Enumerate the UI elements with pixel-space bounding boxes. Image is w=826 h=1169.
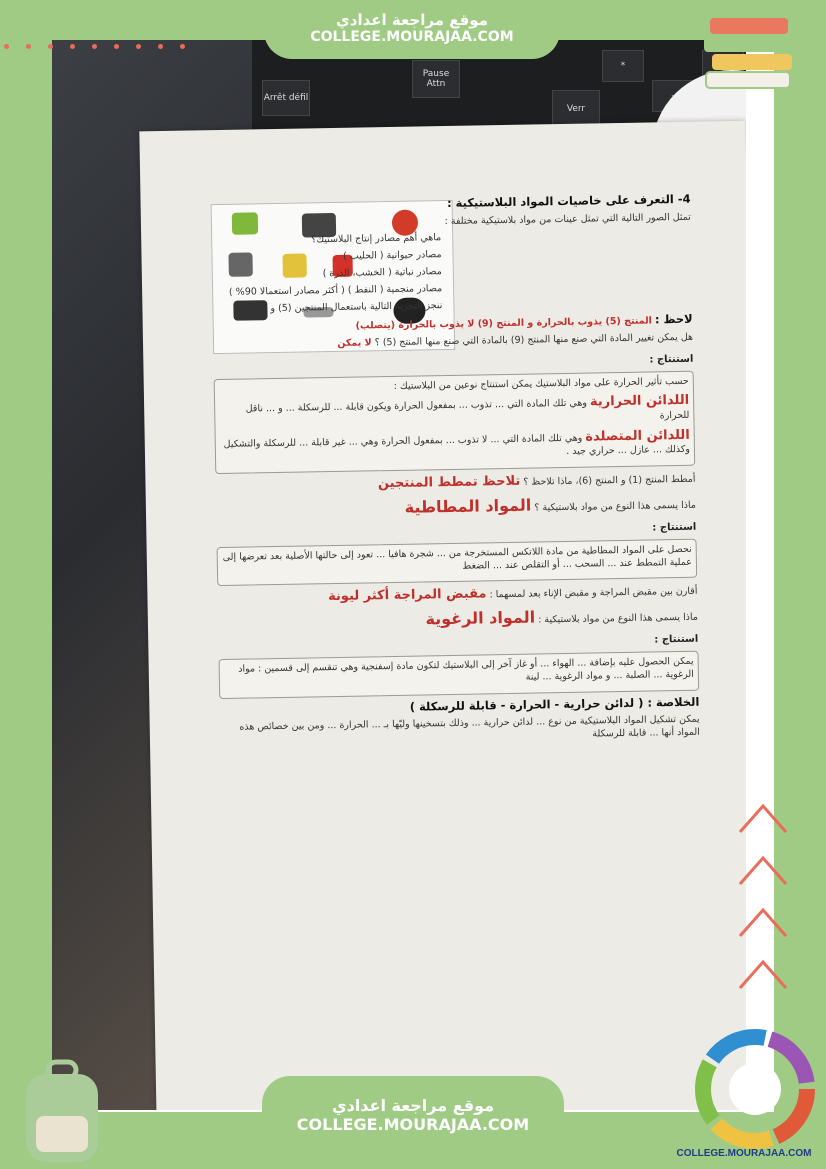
question-7: ماذا يسمى هذا النوع من مواد بلاستيكية :	[538, 611, 698, 626]
answer-7: المواد الرغوية	[425, 607, 536, 629]
keyboard-key: Arrêt défil	[262, 80, 310, 116]
footer-title: موقع مراجعة اعدادي	[331, 1096, 495, 1115]
conclusion-2-box	[217, 538, 698, 586]
question-5: ماذا يسمى هذا النوع من مواد بلاستيكية ؟	[534, 499, 697, 514]
footer-url[interactable]: COLLEGE.MOURAJAA.COM	[296, 1115, 530, 1134]
question-2: ننجز التجربة التالية باستعمال المنتجين (5) و (9) :	[247, 299, 443, 315]
conclusion-3-box	[219, 651, 700, 699]
decor-dots	[0, 44, 200, 52]
question-6: أقارن بين مقبض المراجة و مقبض الإناء بعد لمسهما :	[489, 586, 698, 601]
question-1: ماهي أهم مصادر إنتاج البلاستيك؟	[311, 232, 442, 246]
keyboard-key: Pause Attn	[412, 60, 460, 98]
header-banner	[264, 3, 560, 59]
chevron-up-icon	[736, 792, 790, 846]
footer-banner	[262, 1076, 564, 1156]
keyboard-key: Verr	[552, 90, 600, 128]
conclusion-1-text: حسب تأثير الحرارة على مواد البلاستيك يمكن استنتاج نوعين من البلاستيك :	[393, 375, 689, 392]
chevron-up-icon	[736, 948, 790, 1002]
sources-block	[211, 232, 442, 316]
answer-6: مقبض المراجة أكثر ليونة	[327, 586, 487, 605]
conclusion-2-label: استنتاج :	[652, 521, 697, 534]
conclusion-2-text: نحصل على المواد المطاطية من مادة اللاتكس المستخرجة من ... شجرة هافيا ... تعود إلى حالتها الأصلية بعد تعرضها إلى عملية التمطط عند ... السحب ... أو التقلص عند ... الضغط	[222, 543, 693, 572]
worksheet-photo	[52, 40, 746, 1110]
chevron-up-icon	[736, 844, 790, 898]
header-title: موقع مراجعة اعدادي	[336, 11, 488, 29]
books-icon	[700, 8, 800, 98]
header-url[interactable]: COLLEGE.MOURAJAA.COM	[310, 29, 514, 45]
conclusion-3-text: يمكن الحصول عليه بإضافة ... الهواء ... أو غاز آخر إلى البلاستيك لتكون مادة إسفنجية وهي تنقسم إلى قسمين : مواد الرغوية ... الصلبة ... و مواد الرغوية ... لينة	[238, 655, 694, 683]
summary-text: يمكن تشكيل المواد البلاستيكية من نوع ... لدائن حرارية ... وذلك بتسخينها وليّها بـ ... الحرارة ... ومن بين خصائص هذه المواد أنها ... قابلة للرسكلة	[239, 713, 700, 740]
backpack-icon	[14, 1058, 110, 1166]
conclusion-3-label: استنتاج :	[654, 634, 699, 646]
source-item: مصادر نباتية ( الخشب، الذرة )	[322, 266, 442, 280]
question-3: هل يمكن تغيير المادة التي صنع منها المنتج (9) بالمادة التي صنع منها المنتج (5) ؟	[374, 331, 694, 349]
conclusion-1-label: استنتاج :	[649, 353, 694, 366]
logo-caption: COLLEGE.MOURAJAA.COM	[676, 1148, 812, 1159]
summary-label: الخلاصة : ( لدائن حرارية - الحرارة - قابلة للرسكلة )	[409, 694, 700, 714]
chevron-up-icon	[736, 896, 790, 950]
worksheet-paper	[139, 121, 746, 1110]
thermoset-label: اللدائن المتصلدة	[585, 427, 690, 445]
conclusion-1-box	[214, 370, 696, 474]
source-item: مصادر منجمية ( النفط ) ( أكثر مصادر استعمالا 90% )	[228, 282, 443, 298]
intro-text: تمثل الصور التالية التي تمثل عينات من مواد بلاستيكية مختلفة :	[444, 211, 691, 227]
worksheet-content	[211, 192, 701, 752]
thermoset-text: وهي تلك المادة التي ... لا تذوب ... بمفعول الحرارة وهي ... غير قابلة ... للرسكلة والتشكيل وكذلك ... عازل ... حراري جيد .	[223, 432, 691, 458]
answer-4: تلاحظ تمطط المنتجين	[377, 473, 521, 492]
keyboard-key: *	[602, 50, 644, 82]
answer-3: لا يمكن	[337, 337, 372, 350]
answer-5: المواد المطاطية	[404, 495, 532, 517]
question-4: أمطط المنتج (1) و المنتج (6)، ماذا تلاحظ ؟	[523, 473, 696, 488]
site-logo-icon	[690, 1018, 820, 1166]
thermoplastic-text: وهي تلك المادة التي ... تذوب ... بمفعول الحرارة ويكون قابلة ... للرسكلة ... و ... ناقل للحرارة	[245, 397, 690, 422]
observe-label: لاحظ :	[654, 312, 693, 327]
thermoplastic-label: اللدائن الحرارية	[589, 393, 690, 410]
observe-answer: المنتج (5) يذوب بالحرارة و المنتج (9) لا يذوب بالحرارة (يتصلب)	[355, 315, 652, 333]
section-title: 4- التعرف على خاصيات المواد البلاستيكية :	[446, 191, 691, 211]
source-item: مصادر حيوانية ( الحليب )	[343, 249, 442, 262]
